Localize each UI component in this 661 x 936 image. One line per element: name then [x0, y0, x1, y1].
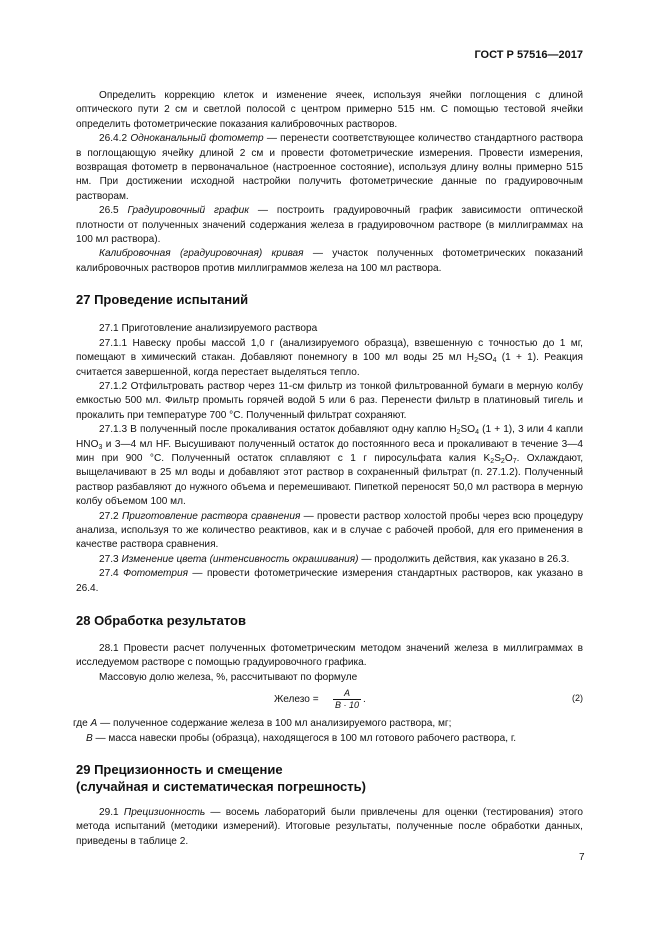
clause-number: 27.4: [99, 568, 124, 580]
text-run: . Охлаждают, выщелачивают в 25 мл воды и добавляют этот раствор в сохраненный фильтрат (п. 27.1.2). Полученный раствор разбавляют до нужного объема и перемешивают. Пипеткой переносят 50,0 мл раствора в мерную колбу объемом 100 мл.: [76, 452, 584, 508]
clause-term: Одноканальный фотометр: [130, 133, 264, 145]
subscript: 2: [474, 357, 479, 365]
clause-text: — участок полученных фотометрических показаний калибровочных растворов против миллиграммов железа на 100 мл раствора.: [76, 248, 583, 274]
text-run: S: [494, 452, 501, 464]
formula-end: .: [363, 694, 366, 706]
paragraph-27-1-2: 27.1.2 Отфильтровать раствор через 11-см фильтр из тонкой фильтрованной бумаги в мерную колбу емкостью 500 мл. Фильтр промыть горячей водой 5 или 6 раз. Перенести фильтр в платиновый тигель и прокалить при температуре 700 °C. Полученный фильтрат сохраняют.: [76, 380, 583, 421]
variable-symbol: A: [90, 718, 98, 730]
text-run: (1 + 1), 3 или 4 капли HNO: [76, 424, 584, 450]
section-heading-27: 27 Проведение испытаний: [76, 292, 249, 308]
subscript: 2: [490, 457, 495, 465]
clause-text: — перенести соответствующее количество стандартного раствора в поглощающую ячейку длиной 2 см и провести фотометрические измерения. Провести измерения, возвращая фотометр в первоначальное (настроенное состояние), используя длину волны примерно 515 нм. При достижении исходной настройки получить фотометрические данные по градуировочным растворам.: [76, 133, 583, 202]
clause-term: Градуировочный график: [127, 205, 250, 217]
clause-text: — провести фотометрические измерения стандартных растворов, как указано в 26.4.: [76, 568, 584, 594]
subscript: 7: [512, 457, 517, 465]
page-number: 7: [579, 852, 585, 863]
text-run: O: [504, 452, 513, 464]
where-clause-a: [73, 717, 583, 731]
section-heading-28: 28 Обработка результатов: [76, 613, 246, 628]
paragraph-formula-intro: Массовую долю железа, %, рассчитывают по формуле: [99, 671, 358, 683]
clause-term: Изменение цвета (интенсивность окрашивания): [121, 553, 359, 565]
subscript: 4: [475, 429, 480, 437]
section-heading-29: [76, 761, 583, 795]
formula-number: (2): [572, 693, 583, 704]
paragraph-26-4-2: [76, 132, 583, 204]
document-standard-header: ГОСТ Р 57516—2017: [474, 49, 583, 61]
paragraph-27-3: [76, 553, 583, 567]
heading-line: 29 Прецизионность и смещение: [76, 762, 283, 778]
clause-term: Калибровочная (градуировочная) кривая: [99, 248, 304, 260]
text-run: 27.1.1 Навеску пробы массой 1,0 г (анализируемого образца), взвешенную с точностью до 1 мг, помещают в химический стакан. Добавляют понемногу в 100 мл воды 25 мл H: [76, 337, 583, 364]
formula-2: [76, 688, 583, 714]
where-clause-b: [86, 732, 583, 746]
where-label: где: [73, 718, 91, 730]
clause-number: 26.5: [99, 205, 128, 217]
clause-number: 27.3: [99, 553, 122, 565]
clause-text: — восемь лабораторий были привлечены для оценки (тестирования) этого метода испытаний (методики измерений). Итоговые результаты, полученные после обработки данных, приведены в таблице 2.: [76, 807, 584, 847]
subscript: 3: [98, 443, 103, 451]
clause-number: 26.4.2: [99, 133, 131, 145]
paragraph-27-1-1: [76, 337, 583, 380]
variable-symbol: B: [86, 732, 93, 744]
paragraph-29-1: [76, 806, 583, 849]
formula-fraction: [333, 688, 361, 711]
paragraph-26-5: [76, 204, 583, 247]
text-run: SO: [478, 352, 493, 364]
formula-denominator: [333, 700, 361, 711]
text-run: (1 + 1). Реакция считается завершенной, когда перестает выделяться тепло.: [76, 352, 584, 378]
formula-numerator: A: [343, 688, 350, 699]
clause-text: — построить градуировочный график зависимости оптической плотности от полученных значений содержания железа в градуировочном растворе (в миллиграммах на 100 мл раствора).: [76, 205, 584, 246]
text-run: и 3—4 мл HF. Высушивают полученный остаток до постоянного веса и прокаливают в течение 3—4 мин при 900 °C. Полученный остаток сплавляют с 1 г пиросульфата калия K: [76, 438, 583, 464]
document-body: [73, 89, 584, 849]
subscript: 2: [456, 429, 461, 437]
clause-text: — продолжить действия, как указано в 26.3.: [358, 553, 570, 565]
clause-number: 27.2: [99, 510, 122, 522]
denominator-text: B · 10: [334, 700, 359, 711]
clause-term: Фотометрия: [123, 568, 188, 580]
variable-description: — масса навески пробы (образца), находящегося в 100 мл готового рабочего раствора, г.: [92, 732, 517, 744]
clause-term: Приготовление раствора сравнения: [121, 510, 301, 522]
subscript: 4: [492, 357, 497, 365]
clause-number: 29.1: [99, 807, 124, 819]
paragraph-27-1-3: [76, 423, 583, 509]
clause-text: — провести раствор холостой пробы через всю процедуру анализа, используя то же количество реактивов, как и в случае с рабочей пробой, для его применения в качестве раствора сравнения.: [76, 510, 584, 551]
text-run: SO: [460, 424, 476, 436]
variable-description: — полученное содержание железа в 100 мл анализируемого раствора, мг;: [97, 718, 452, 730]
clause-term: Прецизионность: [123, 807, 206, 819]
formula-lhs: Железо =: [274, 694, 319, 706]
paragraph-cell-correction: Определить коррекцию клеток и изменение ячеек, используя ячейки поглощения с длиной оптического пути 2 см и светлой полосой с центром примерно 515 нм. С помощью тестовой ячейки определить фотометрические показания калибровочных растворов.: [76, 90, 583, 130]
paragraph-27-4: [76, 567, 583, 596]
subscript: 2: [500, 457, 505, 465]
paragraph-27-1: 27.1 Приготовление анализируемого раствора: [99, 323, 318, 335]
paragraph-27-2: [76, 510, 583, 553]
heading-line: (случайная и систематическая погрешность): [76, 779, 366, 795]
paragraph-28-1: 28.1 Провести расчет полученных фотометрическим методом значений железа в миллиграммах в исследуемом растворе с помощью градуировочного графика.: [76, 643, 583, 669]
paragraph-calibration-curve: [76, 247, 583, 276]
text-run: 27.1.3 В полученный после прокаливания остаток добавляют одну каплю H: [99, 424, 457, 436]
